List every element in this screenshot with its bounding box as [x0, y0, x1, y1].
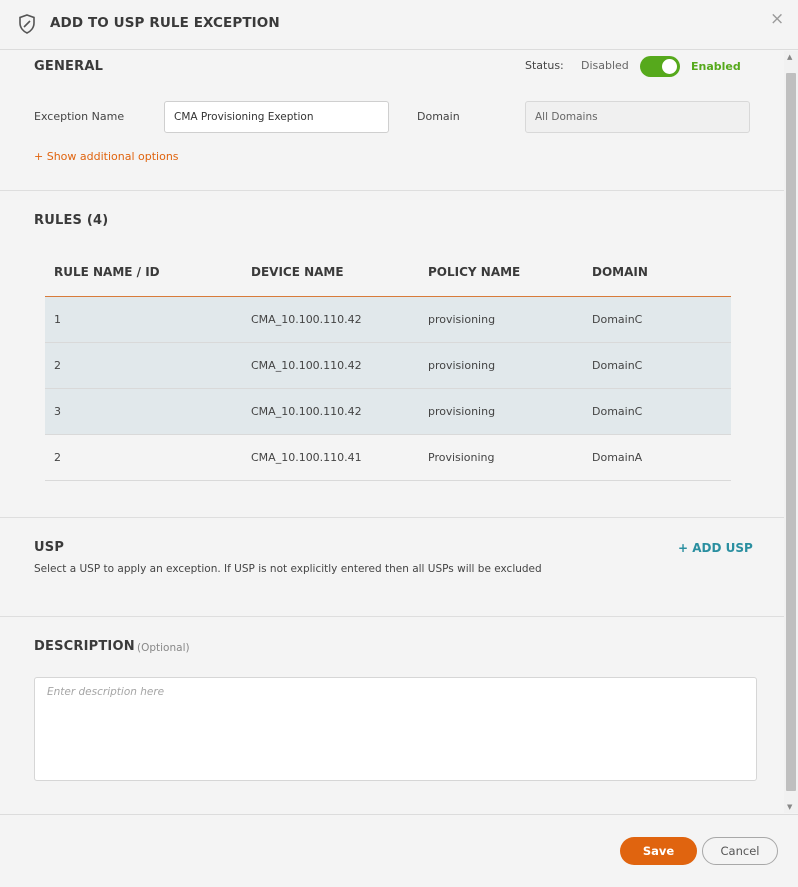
- cell-rule-id: 2: [54, 359, 61, 372]
- status-label: Status:: [525, 59, 564, 72]
- domain-label: Domain: [417, 110, 460, 123]
- dialog-footer: [0, 814, 798, 887]
- usp-section: [0, 518, 784, 616]
- column-header-device[interactable]: DEVICE NAME: [251, 265, 344, 279]
- scrollbar[interactable]: [784, 51, 798, 813]
- cell-device: CMA_10.100.110.42: [251, 359, 362, 372]
- cell-rule-id: 2: [54, 451, 61, 464]
- status-toggle[interactable]: [640, 56, 680, 77]
- shield-icon: [18, 14, 36, 34]
- table-header: [45, 249, 731, 297]
- cell-device: CMA_10.100.110.42: [251, 313, 362, 326]
- optional-label: (Optional): [137, 642, 190, 654]
- general-title: GENERAL: [34, 59, 104, 74]
- status-enabled-label: Enabled: [691, 60, 741, 73]
- cell-device: CMA_10.100.110.42: [251, 405, 362, 418]
- cell-policy: provisioning: [428, 405, 496, 418]
- cell-policy: provisioning: [428, 313, 496, 326]
- rules-table: [45, 249, 731, 481]
- exception-name-input[interactable]: [164, 101, 389, 133]
- description-title: DESCRIPTION: [34, 639, 135, 654]
- scroll-up-icon[interactable]: ▲: [787, 53, 793, 61]
- cancel-button[interactable]: Cancel: [702, 837, 778, 865]
- table-row[interactable]: [45, 343, 731, 389]
- add-usp-button[interactable]: + ADD USP: [678, 541, 753, 555]
- cell-device: CMA_10.100.110.41: [251, 451, 362, 464]
- cell-domain: DomainC: [592, 359, 643, 372]
- domain-input: [525, 101, 750, 133]
- usp-title: USP: [34, 540, 65, 555]
- scrollbar-thumb[interactable]: [786, 73, 796, 791]
- cell-policy: provisioning: [428, 359, 496, 372]
- dialog-content[interactable]: [0, 51, 784, 813]
- cell-rule-id: 1: [54, 313, 61, 326]
- table-row[interactable]: [45, 389, 731, 435]
- cell-rule-id: 3: [54, 405, 61, 418]
- toggle-knob: [662, 59, 677, 74]
- description-section: [0, 617, 784, 813]
- cell-domain: DomainA: [592, 451, 643, 464]
- rules-title: RULES (4): [34, 213, 109, 228]
- dialog-header: [0, 0, 798, 50]
- divider: [0, 190, 784, 191]
- description-textarea[interactable]: [34, 677, 757, 781]
- general-section: [0, 51, 784, 190]
- table-row[interactable]: [45, 435, 731, 481]
- column-header-domain[interactable]: DOMAIN: [592, 265, 648, 279]
- status-disabled-label: Disabled: [581, 59, 629, 72]
- close-icon[interactable]: ×: [770, 9, 785, 29]
- save-button[interactable]: Save: [620, 837, 697, 865]
- exception-name-label: Exception Name: [34, 110, 125, 123]
- cell-domain: DomainC: [592, 313, 643, 326]
- table-row[interactable]: [45, 297, 731, 343]
- cell-domain: DomainC: [592, 405, 643, 418]
- cell-policy: Provisioning: [428, 451, 495, 464]
- scroll-down-icon[interactable]: ▼: [787, 803, 793, 811]
- dialog-title: ADD TO USP RULE EXCEPTION: [50, 15, 280, 31]
- usp-description: Select a USP to apply an exception. If USP is not explicitly entered then all USPs will be excluded: [34, 563, 542, 575]
- column-header-policy[interactable]: POLICY NAME: [428, 265, 521, 279]
- show-additional-options-link[interactable]: + Show additional options: [34, 150, 179, 163]
- column-header-rule[interactable]: RULE NAME / ID: [54, 265, 160, 279]
